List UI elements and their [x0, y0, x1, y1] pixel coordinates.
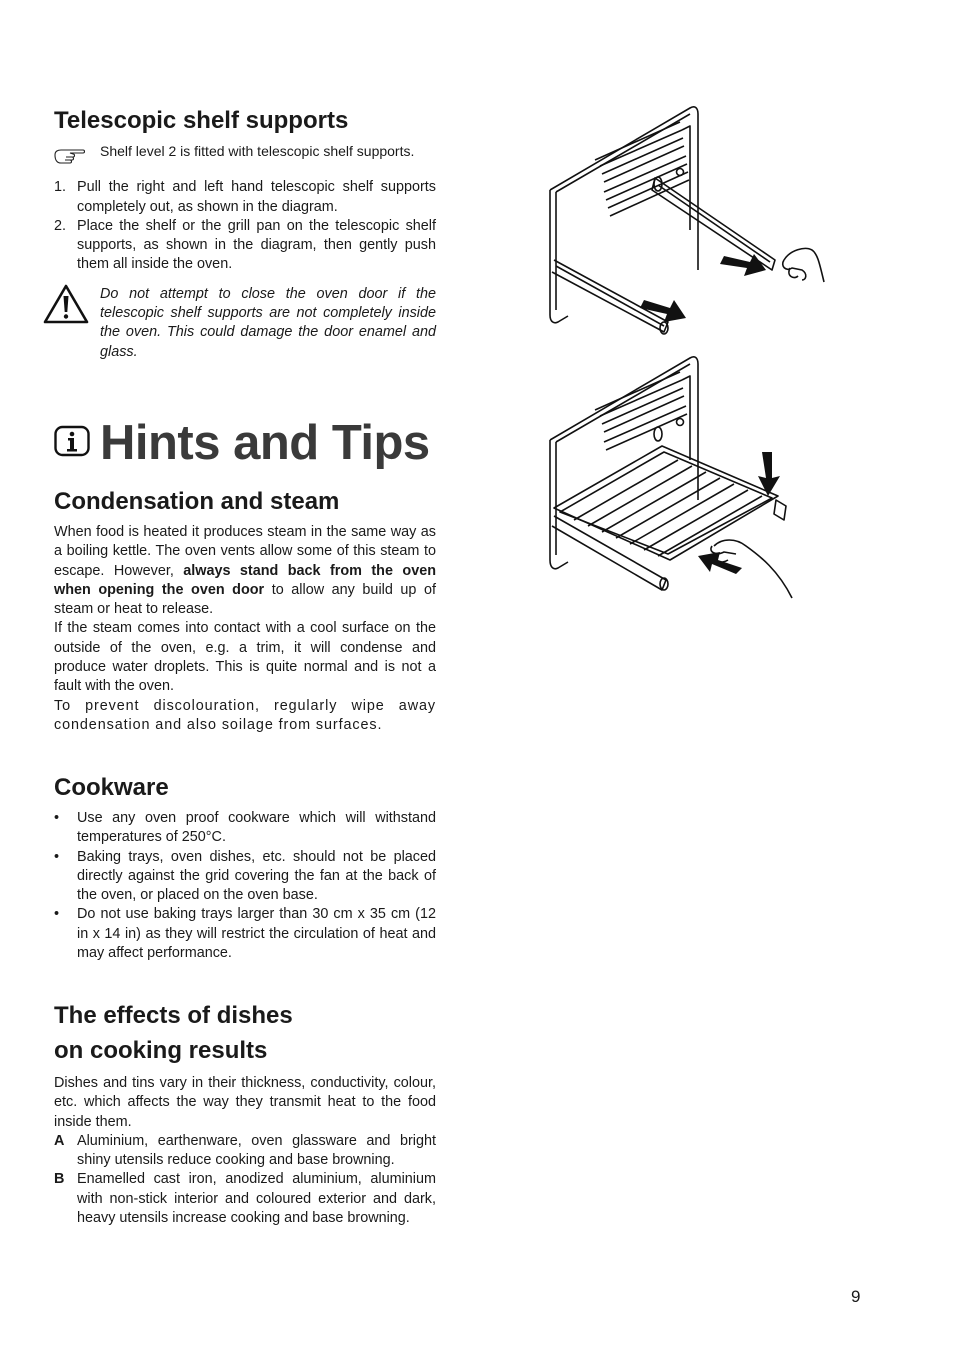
list-item [54, 809, 436, 848]
page-title: Hints and Tips [100, 416, 430, 470]
step-number: 2. [54, 217, 67, 234]
effects-intro: Dishes and tins vary in their thickness, conductivity, colour, etc. which affects the way they transmit heat to the food inside them. [54, 1075, 436, 1130]
warning-triangle-icon [42, 283, 90, 330]
telescopic-pull-out-diagram [540, 100, 840, 350]
info-icon [54, 424, 90, 463]
condensation-paragraph-3: To prevent discolouration, regularly wipe away condensation and also soilage from surfaces. [54, 697, 436, 733]
step-text: Pull the right and left hand telescopic shelf supports completely out, as shown in the diagram. [77, 179, 436, 215]
effects-heading [54, 998, 436, 1068]
warning-text: Do not attempt to close the oven door if the telescopic shelf supports are not completely inside the oven. This could damage the door enamel and glass. [100, 285, 436, 360]
bullet-text: Use any oven proof cookware which will withstand temperatures of 250°C. [77, 810, 436, 846]
page-number: 9 [851, 1287, 861, 1306]
shelf-placement-diagram [540, 350, 840, 605]
condensation-section [54, 486, 436, 735]
condensation-text: to allow any build up of steam or heat to release. [54, 581, 436, 618]
list-item [54, 848, 436, 906]
condensation-text: When food is heated it produces steam in the same way as a boiling kettle. The oven vents allow some of this steam to escape. However, [54, 524, 436, 579]
note-text: Shelf level 2 is fitted with telescopic shelf supports. [100, 143, 415, 159]
list-item [54, 178, 436, 217]
note-block [54, 142, 436, 161]
hints-title-row [54, 414, 454, 472]
effects-section [54, 998, 436, 1228]
list-item [54, 217, 436, 275]
item-label: B [54, 1171, 65, 1188]
effects-heading-line-1: The effects of dishes [54, 1002, 293, 1029]
steps-list [54, 178, 436, 274]
condensation-paragraph-2: If the steam comes into contact with a cool surface on the outside of the oven, e.g. a trim, it will condense and produce water droplets. This is quite normal and is not a fault with the oven. [54, 620, 436, 695]
condensation-paragraph-1 [54, 523, 436, 619]
item-label: A [54, 1132, 65, 1149]
item-text: Aluminium, earthenware, oven glassware and bright shiny utensils reduce cooking and base browning. [77, 1132, 436, 1169]
bullet: • [54, 906, 60, 923]
item-text: Enamelled cast iron, anodized aluminium, aluminium with non-stick interior and coloured exterior and dark, heavy utensils increase cooking and base browning. [77, 1171, 436, 1227]
bullet-text: Do not use baking trays larger than 30 cm x 35 cm (12 in x 14 in) as they will restrict the circulation of heat and may affect performance. [77, 906, 436, 962]
cookware-section [54, 772, 436, 963]
bullet-text: Baking trays, oven dishes, etc. should not be placed directly against the grid covering the fan at the back of the oven, or placed on the oven base. [77, 848, 436, 904]
step-text: Place the shelf or the grill pan on the telescopic shelf supports, as shown in the diagram, then gently push them all inside the oven. [77, 217, 436, 273]
warning-block [54, 285, 436, 362]
pointing-hand-icon [53, 146, 87, 169]
telescopic-section [54, 106, 436, 362]
cookware-heading: Cookware [54, 774, 169, 801]
list-item [54, 1170, 436, 1228]
list-item [54, 905, 436, 963]
list-item [54, 1132, 436, 1171]
bullet: • [54, 810, 60, 826]
telescopic-heading: Telescopic shelf supports [54, 107, 349, 134]
cookware-list [54, 809, 436, 963]
step-number: 1. [54, 179, 67, 196]
bullet: • [54, 848, 60, 865]
condensation-bold-text: always stand back from the oven when opening the oven door [54, 562, 436, 598]
effects-heading-line-2: on cooking results [54, 1037, 268, 1064]
condensation-heading: Condensation and steam [54, 488, 340, 515]
